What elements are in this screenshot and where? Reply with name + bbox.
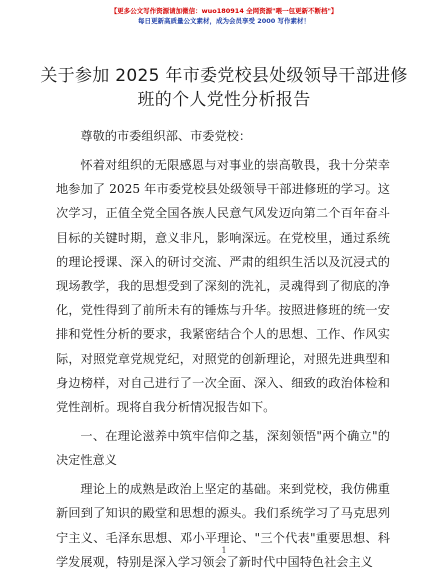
section-heading-1: 一、在理论滋养中筑牢信仰之基，深刻领悟"两个确立"的决定性意义 [56,429,390,468]
intro-paragraph: 怀着对组织的无限感恩与对事业的崇高敬畏，我十分荣幸地参加了 2025 年市委党校县处级领导干部进修班的学习。这次学习，正值全党全国各族人民意气风发迈向第二个百年奋斗目标的关键时期，意义非凡，影响深远。在党校里，通过系统的理论授课、深入的研讨交流、严肃的组织生活以及沉浸式的现场教学，我的思想受到了深刻的洗礼，灵魂得到了彻底的净化，党性得到了前所未有的锤炼与升华。按照进修班的统一安排和党性分析的要求，我紧密结合个人的思想、工作、作风实际，对照党章党规党纪，对照党的创新理论，对照先进典型和身边榜样，对自己进行了一次全面、深入、细致的政治体检和党性剖析。现将自我分析情况报告如下。 [56,158,390,415]
salutation: 尊敬的市委组织部、市委党校： [80,129,252,143]
section-1-paragraph: 理论上的成熟是政治上坚定的基础。来到党校，我仿佛重新回到了知识的殿堂和思想的源头。我们系统学习了马克思列宁主义、毛泽东思想、邓小平理论、"三个代表"重要思想、科学发展观，特别是深入学习领会了新时代中国特色社会主义 [56,482,390,569]
promo-banner [0,6,448,26]
document-title: 关于参加 2025 年市委党校县处级领导干部进修班的个人党性分析报告 [40,66,408,110]
page-number: 1 [221,546,227,555]
promo-banner-line-1: 【更多公文写作资源请加微信：wuo180914 全网资源"喂一包更新不断档"】 [110,7,338,15]
promo-banner-line-2: 每日更新高质量公文素材，成为会员享受 2000 写作素材！ [137,17,311,25]
document-body [56,124,390,579]
